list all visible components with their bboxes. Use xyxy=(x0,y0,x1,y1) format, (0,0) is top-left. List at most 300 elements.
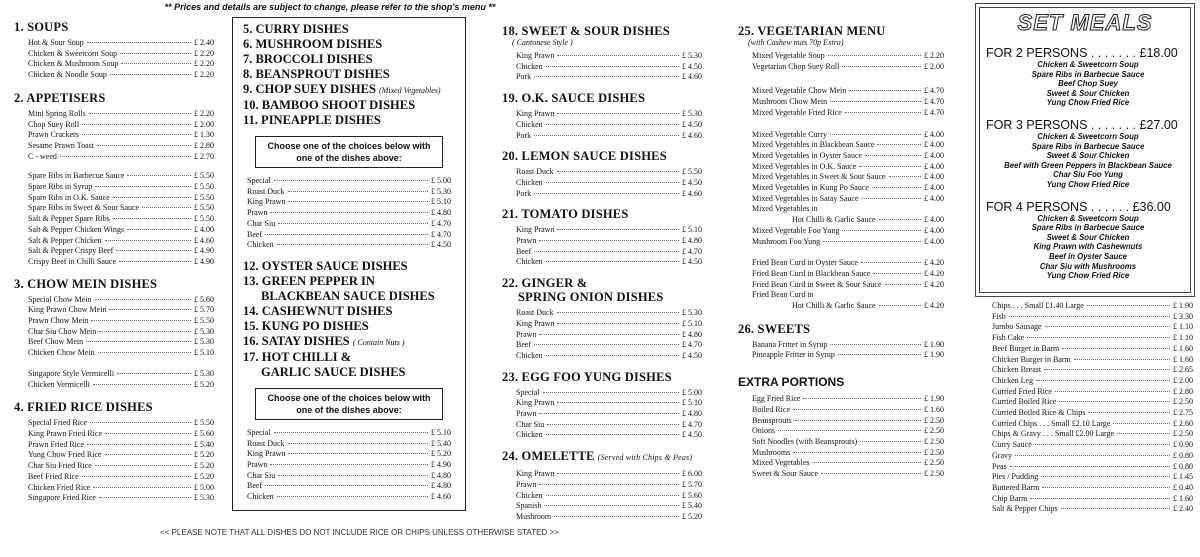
item-name: King Prawn Chow Mein xyxy=(28,305,107,315)
item-name: Singapore Fried Rice xyxy=(28,493,96,503)
list-appetisers-ribs xyxy=(14,171,214,267)
dot-leader xyxy=(265,485,428,486)
item-price: £ 4.00 xyxy=(924,193,944,203)
menu-item xyxy=(247,219,451,230)
item-name: Roast Duck xyxy=(516,167,554,177)
item-price: £ 2.40 xyxy=(194,38,214,47)
menu-item xyxy=(752,86,944,97)
dot-leader xyxy=(93,487,191,488)
item-name: Spare Ribs in Syrup xyxy=(28,182,93,192)
set-meal-item: Sweet & Sour Chicken xyxy=(1046,88,1130,98)
set-meal-item: Spare Ribs in Barbecue Sauce xyxy=(1031,223,1145,233)
item-price: £ 2.70 xyxy=(194,151,214,161)
dot-leader xyxy=(543,392,679,393)
dot-leader xyxy=(117,373,191,374)
item-price: £ 2.40 xyxy=(1173,504,1193,514)
dot-leader xyxy=(98,352,191,353)
sweet-sour-note: ( Cantonese Style ) xyxy=(512,38,573,47)
item-name: Chip Barm xyxy=(992,493,1028,503)
dish-category: 5. CURRY DISHES xyxy=(243,22,349,36)
menu-item xyxy=(28,450,214,461)
section-title-lemon: 20. LEMON SAUCE DISHES xyxy=(502,149,667,164)
menu-item xyxy=(992,397,1193,408)
menu-item xyxy=(28,193,214,204)
menu-item xyxy=(516,109,702,120)
dot-leader xyxy=(859,166,921,167)
set-meal-item: King Prawn with Cashewnuts xyxy=(1033,242,1143,252)
menu-item xyxy=(28,305,214,316)
item-name: Fried Bean Curd in Blackbean Sauce xyxy=(752,268,871,278)
item-price: £ 4.80 xyxy=(682,236,702,246)
menu-item xyxy=(516,225,702,236)
menu-item xyxy=(28,316,214,327)
dot-leader xyxy=(1055,391,1170,392)
item-price: £ 5.50 xyxy=(194,214,214,224)
dot-leader xyxy=(119,261,191,262)
section-title-egg-foo-yung: 23. EGG FOO YUNG DISHES xyxy=(502,369,672,384)
item-price: £ 4.80 xyxy=(431,470,451,480)
bean-curd-label: Fried Bean Curd in xyxy=(752,290,814,300)
menu-item xyxy=(516,131,702,142)
dot-leader xyxy=(1009,316,1170,317)
item-name: Salt & Pepper Chicken xyxy=(28,235,102,245)
set-meal-group xyxy=(986,118,1190,190)
dot-leader xyxy=(830,344,921,345)
set-meal-item: Yung Chow Fried Rice xyxy=(1046,179,1130,189)
menu-item xyxy=(28,152,214,163)
item-price: £ 2.50 xyxy=(1173,397,1193,407)
item-name: Chicken xyxy=(247,492,274,502)
item-name: Mixed Vegetable Fried Rice xyxy=(752,107,842,117)
item-name: Salt & Pepper Chicken Wings xyxy=(28,224,124,234)
dot-leader xyxy=(534,135,679,136)
dot-leader xyxy=(793,452,921,453)
item-name: Banana Fritter in Syrup xyxy=(752,339,828,349)
item-name: Prawn xyxy=(516,329,537,339)
dot-leader xyxy=(534,76,679,77)
item-name: Hot Chilli & Garlic Sauce xyxy=(792,215,876,225)
section-title-tomato: 21. TOMATO DISHES xyxy=(502,207,629,222)
set-meal-item: Sweet & Sour Chicken xyxy=(1046,151,1130,161)
item-price: £ 5.30 xyxy=(194,326,214,336)
item-price: £ 5.30 xyxy=(682,308,702,318)
item-name: King Prawn xyxy=(516,318,555,328)
item-name: Boiled Rice xyxy=(752,404,790,414)
item-price: £ 2.00 xyxy=(924,61,944,71)
item-name: Mini Spring Rolls xyxy=(28,108,86,118)
dot-leader xyxy=(830,101,921,102)
menu-item xyxy=(28,49,214,60)
dot-leader xyxy=(270,464,428,465)
dot-leader xyxy=(142,207,191,208)
list-appetisers xyxy=(14,109,214,163)
item-name: Special xyxy=(247,176,271,185)
dot-leader xyxy=(1045,326,1170,327)
choose-instruction-2: Choose one of the choices below with one of the dishes above: xyxy=(255,388,443,420)
dot-leader xyxy=(557,229,679,230)
item-name: Chicken xyxy=(516,61,543,71)
item-price: £ 4.00 xyxy=(924,236,944,246)
dot-leader xyxy=(105,433,191,434)
item-name: Curried Boiled Rice & Chips xyxy=(992,408,1086,418)
dot-leader xyxy=(93,384,191,385)
dot-leader xyxy=(1030,498,1170,499)
dot-leader xyxy=(86,341,191,342)
menu-item xyxy=(516,480,702,491)
menu-item xyxy=(992,440,1193,451)
menu-item xyxy=(516,167,702,178)
dot-leader xyxy=(105,454,191,455)
menu-item xyxy=(516,62,702,73)
dot-leader xyxy=(862,198,922,199)
dot-leader xyxy=(82,476,191,477)
item-price: £ 5.20 xyxy=(431,449,451,459)
item-price: £ 5.00 xyxy=(431,176,451,185)
list-soups xyxy=(14,38,214,81)
menu-item xyxy=(516,189,702,200)
dish-choices-box xyxy=(232,17,466,511)
dot-leader xyxy=(838,354,921,355)
item-name: Sesame Prawn Toast xyxy=(28,140,94,150)
item-name: Beef Burger in Barm xyxy=(992,343,1060,353)
set-meal-item: Beef Chop Suey xyxy=(1058,79,1118,89)
item-price: £ 5.50 xyxy=(194,192,214,202)
dot-leader xyxy=(534,193,679,194)
menu-item xyxy=(28,429,214,440)
set-meals-title: SET MEALS xyxy=(1017,10,1153,35)
item-name: Fried Bean Curd in Oyster Sauce xyxy=(752,258,858,268)
menu-item xyxy=(992,429,1193,440)
menu-item xyxy=(516,308,702,319)
dish-category: 8. BEANSPROUT DISHES xyxy=(243,67,390,81)
dot-leader xyxy=(828,55,921,56)
list-fried-rice xyxy=(14,418,214,504)
menu-item xyxy=(28,380,214,391)
section-title-omelette: 24. OMELETTE (Served with Chips & Peas) xyxy=(502,449,693,464)
dot-leader xyxy=(127,229,191,230)
menu-item xyxy=(992,301,1193,312)
menu-item xyxy=(516,351,702,362)
dish-category: 10. BAMBOO SHOOT DISHES xyxy=(243,98,416,112)
dot-leader xyxy=(89,113,191,114)
item-name: Spanish xyxy=(516,501,542,511)
item-name: Soft Noodles (with Beansprouts) xyxy=(752,436,858,446)
menu-item xyxy=(28,236,214,247)
menu-item xyxy=(28,70,214,81)
item-price: £ 5.50 xyxy=(194,182,214,192)
dot-leader xyxy=(91,320,191,321)
dot-leader xyxy=(865,155,921,156)
item-name: Prawn xyxy=(516,479,537,489)
dot-leader xyxy=(116,250,191,251)
dot-leader xyxy=(120,53,191,54)
section-title-sweets: 26. SWEETS xyxy=(738,321,811,336)
menu-item xyxy=(992,312,1193,323)
item-price: £ 2.65 xyxy=(1173,365,1193,375)
item-name: Mushrooms xyxy=(752,447,791,457)
item-name: Prawn Crackers xyxy=(28,130,79,140)
menu-item xyxy=(516,247,702,258)
dot-leader xyxy=(557,402,679,403)
item-price: £ 2.50 xyxy=(924,415,944,425)
choose-instruction-1: Choose one of the choices below with one of the dishes above: xyxy=(255,136,443,168)
item-price: £ 4.50 xyxy=(431,240,451,250)
dot-leader xyxy=(97,145,191,146)
menu-item xyxy=(752,437,944,448)
menu-item xyxy=(516,398,702,409)
item-price: £ 4.20 xyxy=(924,258,944,268)
item-price: £ 5.20 xyxy=(194,461,214,471)
item-price: £ 1.90 xyxy=(1173,301,1193,310)
menu-item xyxy=(516,491,702,502)
dot-leader xyxy=(554,516,679,517)
menu-item xyxy=(247,492,451,503)
item-name: Mixed Vegetables in O.K. Sauce xyxy=(752,161,857,171)
dot-leader xyxy=(1059,401,1170,402)
item-price: £ 5.50 xyxy=(194,418,214,428)
menu-item xyxy=(516,430,702,441)
menu-item xyxy=(992,376,1193,387)
item-name: Curry Sauce xyxy=(992,440,1032,450)
item-price: £ 4.70 xyxy=(924,97,944,107)
menu-item xyxy=(752,416,944,427)
footer-note: << PLEASE NOTE THAT ALL DISHES DO NOT INCLUDE RICE OR CHIPS UNLESS OTHERWISE STATED >> xyxy=(160,528,559,537)
dot-leader xyxy=(277,244,428,245)
dot-leader xyxy=(278,223,428,224)
dot-leader xyxy=(861,262,921,263)
item-price: £ 2.50 xyxy=(924,436,944,446)
item-name: Roast Duck xyxy=(247,438,285,448)
set-meal-item: Chicken & Sweetcorn Soup xyxy=(1037,131,1139,141)
item-name: Roast Duck xyxy=(247,186,285,196)
item-price: £ 5.10 xyxy=(682,318,702,328)
item-name: King Prawn xyxy=(516,398,555,408)
dish-category: 15. KUNG PO DISHES xyxy=(243,318,369,333)
item-price: £ 6.00 xyxy=(682,469,702,479)
dot-leader xyxy=(544,505,679,506)
item-name: King Prawn xyxy=(516,109,555,119)
menu-item xyxy=(992,419,1193,430)
set-meal-item: Spare Ribs in Barbecue Sauce xyxy=(1031,141,1145,151)
dot-leader xyxy=(793,409,921,410)
item-name: Chicken xyxy=(516,177,543,187)
item-name: Salt & Pepper Chips xyxy=(992,504,1058,514)
item-price: £ 1.10 xyxy=(1173,333,1193,343)
menu-item xyxy=(28,295,214,306)
dot-leader xyxy=(546,355,679,356)
set-meal-item: Beef in Oyster Sauce xyxy=(1048,251,1127,261)
section-title-sweet-sour: 18. SWEET & SOUR DISHES xyxy=(502,24,670,38)
list-chow-mein xyxy=(14,295,214,359)
set-meal-item: Yung Chow Fried Rice xyxy=(1046,271,1130,281)
menu-item xyxy=(992,322,1193,333)
menu-item xyxy=(28,246,214,257)
dot-leader xyxy=(845,112,921,113)
dot-leader xyxy=(113,218,191,219)
menu-item xyxy=(752,458,944,469)
item-name: Yung Chow Fried Rice xyxy=(28,450,102,460)
item-name: Pineapple Fritter in Syrup xyxy=(752,350,835,360)
menu-item xyxy=(752,194,944,205)
item-name: Beef xyxy=(516,340,532,350)
set-meal-item: Chicken & Sweetcorn Soup xyxy=(1037,60,1139,69)
item-name: Mixed Vegetables in Satay Sauce xyxy=(752,193,859,203)
item-price: £ 1.90 xyxy=(924,394,944,404)
dot-leader xyxy=(557,473,679,474)
dot-leader xyxy=(274,432,428,433)
item-name: Char Siu xyxy=(247,470,276,480)
item-name: Mushroom xyxy=(516,511,552,521)
dot-leader xyxy=(546,124,679,125)
menu-item xyxy=(516,72,702,83)
dot-leader xyxy=(288,191,428,192)
section-title-vegetarian: 25. VEGETARIAN MENU xyxy=(738,24,886,38)
item-price: £ 5.50 xyxy=(682,167,702,177)
item-price: £ 5.60 xyxy=(682,490,702,500)
item-price: £ 4.00 xyxy=(924,172,944,182)
dish-category: 11. PINEAPPLE DISHES xyxy=(243,113,381,127)
dot-leader xyxy=(877,144,921,145)
dot-leader xyxy=(95,465,191,466)
item-price: £ 2.00 xyxy=(194,119,214,129)
item-name: Prawn xyxy=(516,409,537,419)
item-name: Pies / Pudding xyxy=(992,472,1039,482)
dot-leader xyxy=(60,156,191,157)
dot-leader xyxy=(265,234,428,235)
menu-item xyxy=(28,472,214,483)
menu-item xyxy=(752,62,944,73)
item-price: £ 4.90 xyxy=(431,460,451,470)
set-meal-group xyxy=(986,200,1190,281)
dot-leader xyxy=(1041,476,1170,477)
menu-item xyxy=(752,394,944,405)
chip-shop-list xyxy=(978,301,1193,515)
menu-item xyxy=(992,451,1193,462)
dot-leader xyxy=(557,323,679,324)
item-name: Fish xyxy=(992,311,1006,321)
set-meal-item: Yung Chow Fried Rice xyxy=(1046,98,1130,108)
item-name: Roast Duck xyxy=(516,308,554,318)
item-name: Peas xyxy=(992,461,1007,471)
item-price: £ 5.10 xyxy=(682,398,702,408)
item-name: Mushroom Foo Yung xyxy=(752,236,821,246)
item-price: £ 4.00 xyxy=(924,215,944,225)
item-name: Chicken Vermicelli xyxy=(28,379,90,389)
dot-leader xyxy=(278,475,428,476)
item-price: £ 5.40 xyxy=(682,501,702,511)
menu-item xyxy=(752,51,944,62)
menu-item xyxy=(992,504,1193,515)
item-name: Curried Fried Rice xyxy=(992,386,1052,396)
item-name: Mixed Vegetables in Kung Po Sauce xyxy=(752,183,869,193)
item-name: Chicken xyxy=(516,430,543,440)
menu-item xyxy=(28,214,214,225)
dot-leader xyxy=(821,473,921,474)
item-price: £ 4.60 xyxy=(682,130,702,140)
veg-item-label: Mixed Vegetables in xyxy=(752,204,818,214)
menu-item xyxy=(992,462,1193,473)
item-price: £ 5.70 xyxy=(682,479,702,489)
dot-leader xyxy=(274,180,428,181)
dot-leader xyxy=(270,212,428,213)
item-name: Chips . . . Small £1.40 Large xyxy=(992,301,1084,310)
item-price: £ 0.80 xyxy=(1173,450,1193,460)
item-price: £ 4.90 xyxy=(194,256,214,266)
menu-item xyxy=(516,420,702,431)
menu-item xyxy=(28,59,214,70)
item-price: £ 2.75 xyxy=(1173,408,1193,418)
item-name: Char Siu xyxy=(247,218,276,228)
menu-item xyxy=(247,428,451,439)
item-name: Onions xyxy=(752,426,776,436)
item-price: £ 4.80 xyxy=(682,329,702,339)
item-price: £ 4.70 xyxy=(431,218,451,228)
item-price: £ 4.60 xyxy=(194,235,214,245)
section-title-appetisers: 2. APPETISERS xyxy=(14,90,106,105)
menu-item xyxy=(28,171,214,182)
item-name: C - weed xyxy=(28,151,57,161)
set-meal-item: Chicken & Sweetcorn Soup xyxy=(1037,213,1139,223)
item-price: £ 5.00 xyxy=(682,387,702,397)
item-name: Spare Ribs in O.K. Sauce xyxy=(28,192,110,202)
dish-satay: 16. SATAY DISHES ( Contain Nuts ) xyxy=(243,333,405,348)
item-price: £ 4.00 xyxy=(924,150,944,160)
set-meal-heading: FOR 4 PERSONS . . . . . . £36.00 xyxy=(986,199,1171,214)
item-name: Pork xyxy=(516,130,532,140)
menu-item xyxy=(516,409,702,420)
item-name: Crispy Beef in Chilli Sauce xyxy=(28,256,116,266)
menu-item xyxy=(28,257,214,268)
item-name: Gravy xyxy=(992,450,1012,460)
dot-leader xyxy=(1117,433,1170,434)
item-name: Char Siu Chow Mein xyxy=(28,326,97,336)
set-meal-item: Char Siu Foo Yung xyxy=(1053,170,1123,180)
item-price: £ 5.20 xyxy=(194,450,214,460)
dot-leader xyxy=(1087,305,1170,306)
item-name: King Prawn Fried Rice xyxy=(28,428,102,438)
item-name: Chicken Fried Rice xyxy=(28,482,91,492)
menu-item xyxy=(992,472,1193,483)
dot-leader xyxy=(1062,348,1170,349)
item-name: Chips & Gravy . . . Small £2.00 Large xyxy=(992,429,1115,439)
item-price: £ 1.30 xyxy=(194,130,214,140)
item-price: £ 4.50 xyxy=(682,61,702,71)
dot-leader xyxy=(127,175,191,176)
dot-leader xyxy=(539,334,679,335)
set-meal-item: Beef with Green Peppers in Blackbean Sauce xyxy=(1004,160,1172,170)
item-name: Sweet & Sour Sauce xyxy=(752,469,818,479)
menu-item xyxy=(752,237,944,248)
dot-leader xyxy=(849,90,921,91)
item-name: Buttered Barm xyxy=(992,482,1040,492)
item-name: Special xyxy=(516,387,540,397)
menu-item xyxy=(752,405,944,416)
item-price: £ 4.70 xyxy=(682,246,702,256)
dish-category: BLACKBEAN SAUCE DISHES xyxy=(261,288,435,303)
section-title-chow-mein: 3. CHOW MEIN DISHES xyxy=(14,276,158,291)
item-price: £ 2.50 xyxy=(924,458,944,468)
item-name: Beef xyxy=(516,246,532,256)
item-price: £ 2.20 xyxy=(194,59,214,69)
menu-item xyxy=(992,408,1193,419)
dot-leader xyxy=(557,55,679,56)
item-price: £ 4.00 xyxy=(924,129,944,139)
item-name: Mixed Vegetable Soup xyxy=(752,51,825,60)
item-name: Beef xyxy=(247,481,263,491)
item-price: £ 4.70 xyxy=(924,86,944,96)
item-name: Prawn xyxy=(247,208,268,218)
menu-item xyxy=(247,460,451,471)
